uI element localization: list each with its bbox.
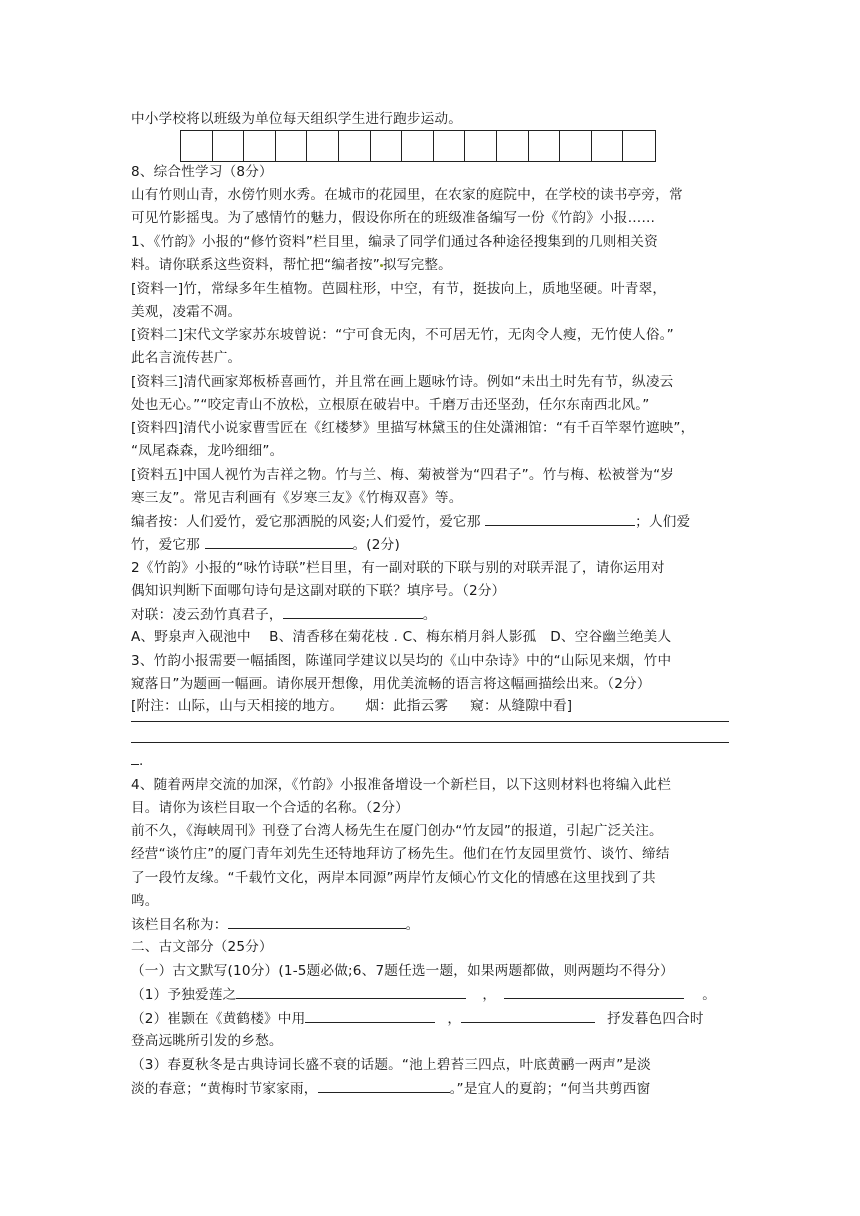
text-line [131, 984, 716, 1005]
text-line [131, 750, 144, 771]
text-segment: （1）予独爱莲之 [131, 987, 237, 1003]
text-line: [资料五]中国人视竹为吉祥之物。竹与兰、梅、菊被誉为“四君子”。竹与梅、松被誉为“岁 [131, 467, 675, 483]
text-segment: 。(2分) [352, 537, 400, 553]
text-segment: [附注：山际，山与天相接的地方。 [131, 698, 344, 714]
text-segment: ， [447, 1011, 462, 1027]
text-line: 美观，凌霜不凋。 [131, 304, 242, 320]
text-segment: 淡的春意；“黄梅时节家家雨， [131, 1081, 318, 1097]
question-line: 1、《竹韵》小报的“修竹资料”栏目里，编录了同学们通过各种途径搜集到的几则相关资 [131, 234, 658, 250]
text-line: [资料一]竹，常绿多年生植物。芭圆柱形，中空，有节，挺拔向上，质地坚硬。叶青翠， [131, 281, 667, 297]
text-line: 了一段竹友缘。“千载竹文化，两岸本同源”两岸竹友倾心竹文化的情感在这里找到了共 [131, 870, 656, 886]
answer-blank[interactable] [485, 511, 635, 526]
text-segment: . [139, 753, 144, 769]
text-line: 中小学校将以班级为单位每天组织学生进行跑步运动。 [131, 111, 463, 127]
text-segment: 窥：从缝隙中看] [470, 698, 573, 714]
answer-blank[interactable] [236, 984, 466, 999]
answer-line[interactable] [131, 742, 729, 743]
grid-cell[interactable] [529, 131, 561, 161]
note-line [131, 696, 572, 716]
text-line: 寒三友”。常见吉利画有《岁寒三友》《竹梅双喜》等。 [131, 490, 463, 506]
text-line: 窥落日”为题画一幅画。请你展开想像，用优美流畅的语言将这幅画描绘出来。（2分） [131, 676, 651, 692]
section-heading: 二、古文部分（25分） [131, 939, 273, 955]
text-line [131, 1008, 704, 1029]
question-line: 3、竹韵小报需要一幅插图，陈谨同学建议以吴均的《山中杂诗》中的“山际见来烟，竹中 [131, 653, 672, 669]
text-segment: 。 [405, 917, 420, 933]
text-line: 偶知识判断下面哪句诗句是这副对联的下联？填序号。（2分） [131, 583, 506, 599]
text-line: 可见竹影摇曳。为了感情竹的魅力，假设你所在的班级准备编写一份《竹韵》小报…… [131, 210, 656, 226]
text-segment: ；人们爱 [635, 514, 691, 530]
text-segment: 烟：此指云雾 [365, 698, 449, 714]
grid-cell[interactable] [465, 131, 497, 161]
text-line [131, 534, 400, 555]
answer-blank[interactable] [228, 914, 406, 929]
text-segment: 竹，爱它那 [131, 537, 200, 553]
text-segment: （2）崔颢在《黄鹤楼》中用 [131, 1011, 306, 1027]
answer-blank[interactable] [461, 1008, 595, 1023]
text-line: “凤尾森森，龙吟细细”。 [131, 443, 284, 459]
text-line: （3）春夏秋冬是古典诗词长盛不衰的话题。“池上碧苔三四点，叶底黄鹂一两声”是淡 [131, 1057, 651, 1073]
text-line: （一）古文默写(10分）(1-5题必做;6、7题任选一题，如果两题都做，则两题均不得分） [131, 963, 674, 979]
grid-cell[interactable] [497, 131, 529, 161]
text-segment: 。 [422, 607, 437, 623]
text-line: 登高远眺所引发的乡愁。 [131, 1033, 283, 1049]
grid-cell[interactable] [560, 131, 592, 161]
answer-blank[interactable] [283, 604, 423, 619]
text-segment: 是宜人的夏韵；“何当共剪西窗 [463, 1081, 651, 1097]
text-line: 经营“谈竹庄”的厦门青年刘先生还特地拜访了杨先生。他们在竹友园里赏竹、谈竹、缔结 [131, 846, 670, 862]
grid-cell[interactable] [181, 131, 213, 161]
answer-blank[interactable] [504, 984, 684, 999]
grid-cell[interactable] [592, 131, 624, 161]
text-line: [资料三]清代画家郑板桥喜画竹，并且常在画上题咏竹诗。例如“未出土时先有节，纵凌云 [131, 374, 674, 390]
answer-grid [180, 130, 656, 162]
grid-cell[interactable] [276, 131, 308, 161]
grid-cell[interactable] [213, 131, 245, 161]
text-segment: ， [482, 987, 497, 1003]
text-line [131, 255, 452, 275]
text-line: [资料四]清代小说家曹雪匠在《红楼梦》里描写林黛玉的住处潇湘馆：“有千百竿翠竹遮映”， [131, 420, 695, 436]
grid-cell[interactable] [371, 131, 403, 161]
text-line: 此名言流传甚广。 [131, 350, 242, 366]
text-line [131, 1078, 650, 1099]
text-segment: 。 [702, 987, 716, 1003]
text-line [131, 604, 437, 625]
text-segment: 。” [449, 1081, 464, 1097]
text-line: 目。请你为该栏目取一个合适的名称。（2分） [131, 800, 409, 816]
text-line: 处也无心。”“咬定青山不放松，立根原在破岩中。千磨万击还坚劲，任尔东南西北风。” [131, 397, 650, 413]
text-line: 前不久，《海峡周刊》刊登了台湾人杨先生在厦门创办“竹友园”的报道，引起广泛关注。 [131, 823, 663, 839]
answer-line[interactable] [131, 721, 729, 722]
text-line [131, 511, 690, 532]
text-line: 山有竹则山青，水傍竹则水秀。在城市的花园里，在农家的庭院中，在学校的读书亭旁，常 [131, 187, 683, 203]
answer-blank[interactable] [205, 534, 353, 549]
options-line: A、野泉声入砚池中 B、清香移在菊花枝 . C、梅东梢月斜人影孤 D、空谷幽兰绝美人 [131, 629, 672, 645]
text-segment: 编者按：人们爱竹，爱它那洒脱的风姿;人们爱竹，爱它那 [131, 514, 481, 530]
grid-cell[interactable] [623, 131, 655, 161]
answer-blank[interactable] [318, 1078, 450, 1093]
grid-cell[interactable] [307, 131, 339, 161]
text-line: 鸣。 [131, 893, 159, 909]
text-segment: 料。请你联系这些资料，帮忙把“编者按” [131, 257, 380, 273]
text-segment: 对联：凌云劲竹真君子， [131, 607, 283, 623]
grid-cell[interactable] [339, 131, 371, 161]
text-segment: 拟写完整。 [382, 257, 452, 273]
text-line: [资料二]宋代文学家苏东坡曾说：“宁可食无肉，不可居无竹，无肉令人瘦，无竹使人俗。” [131, 327, 674, 343]
text-segment: 该栏目名称为： [131, 917, 228, 933]
grid-cell[interactable] [402, 131, 434, 161]
section-heading: 8、综合性学习（8分） [131, 164, 273, 180]
text-segment: 抒发暮色四合时 [607, 1011, 704, 1027]
grid-cell[interactable] [434, 131, 466, 161]
text-line [131, 914, 419, 935]
grid-cell[interactable] [244, 131, 276, 161]
question-line: 4、随着两岸交流的加深，《竹韵》小报准备增设一个新栏目，以下这则材料也将编入此栏 [131, 777, 672, 793]
answer-blank[interactable] [305, 1008, 435, 1023]
question-line: 2《竹韵》小报的“咏竹诗联”栏目里，有一副对联的下联与别的对联弄混了，请你运用对 [131, 560, 665, 576]
